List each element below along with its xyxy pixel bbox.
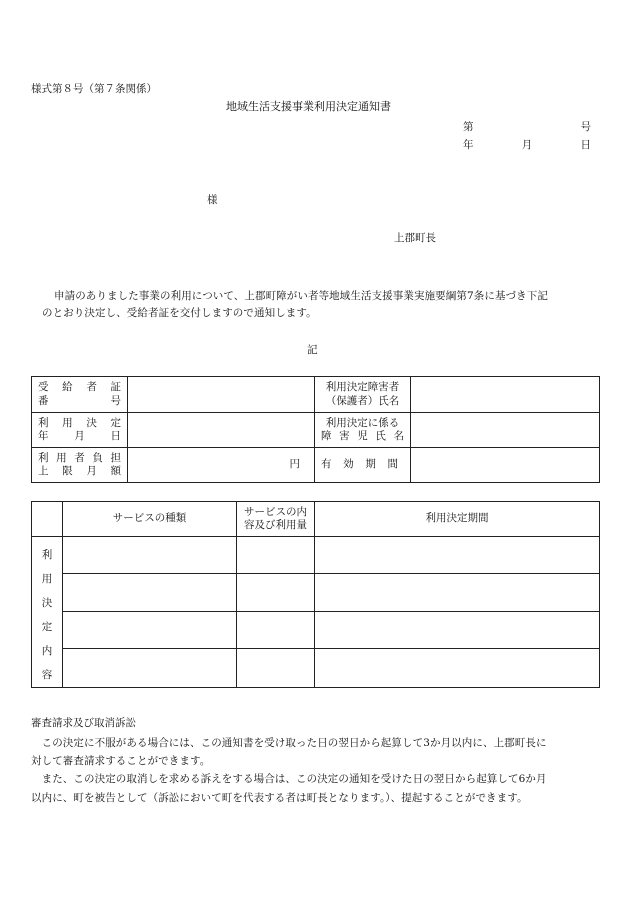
appeal-p1-line1: この決定に不服がある場合には、この通知書を受け取った日の翌日から起算して3か月以内に、上郡町長に [31,737,547,749]
date-month: 月 [521,139,533,151]
decision-period-cell-4[interactable] [315,649,600,688]
decision-period-cell-3[interactable] [315,611,600,648]
burden-limit-label: 利 用 者 負 担 上 限 月 額 [32,448,128,483]
header-blank-cell [32,502,63,537]
date-line [463,139,591,152]
decision-period-header: 利用決定期間 [315,502,600,537]
service-type-cell-4[interactable] [63,649,237,688]
valid-period-value[interactable] [411,448,600,483]
service-content-cell-1[interactable] [237,537,315,574]
service-decision-table [31,501,600,688]
burden-limit-value[interactable] [128,448,315,483]
number-line [463,121,591,134]
yen-unit: 円 [289,458,300,471]
intro-line-2: のとおり決定し、受給者証を交付しますので通知します。 [42,307,317,319]
user-name-label: 利用決定障害者 （保護者）氏名 [315,377,411,413]
decision-period-cell-1[interactable] [315,537,600,574]
intro-line-1: 申請のありました事業の利用について、上郡町障がい者等地域生活支援事業実施要綱第7条に基づき下記 [54,290,548,302]
appeal-p1-line2: 対して審査請求することができます。 [31,755,211,767]
appeal-p2-line1: また、この決定の取消しを求める訴えをする場合は、この決定の通知を受けた日の翌日から起算して6か月 [31,773,547,785]
date-year: 年 [463,139,474,151]
user-name-value[interactable] [411,377,600,413]
service-type-header: サービスの種類 [63,502,237,537]
service-content-cell-2[interactable] [237,574,315,611]
appeal-heading: 審査請求及び取消訴訟 [31,717,136,729]
service-content-cell-4[interactable] [237,649,315,688]
recipient-no-value[interactable] [128,377,315,413]
decision-period-cell-2[interactable] [315,574,600,611]
child-name-label: 利用決定に係る 障 害 児 氏 名 [315,413,411,448]
addressee-suffix: 様 [207,194,218,206]
document-title: 地域生活支援事業利用決定通知書 [226,100,391,113]
service-type-cell-3[interactable] [63,611,237,648]
number-go: 号 [580,121,591,133]
date-day: 日 [580,139,591,151]
service-content-cell-3[interactable] [237,611,315,648]
decision-content-side-label: 利 用 決 定 内 容 [32,537,63,688]
service-type-cell-1[interactable] [63,537,237,574]
service-type-cell-2[interactable] [63,574,237,611]
service-content-header: サービスの内 容及び利用量 [237,502,315,537]
number-dai: 第 [463,121,474,133]
child-name-value[interactable] [411,413,600,448]
ki-label: 記 [307,344,318,356]
recipient-no-label: 受 給 者 証 番 号 [32,377,128,413]
form-number: 様式第８号（第７条関係） [31,83,157,95]
decision-date-value[interactable] [128,413,315,448]
decision-date-label: 利 用 決 定 年 月 日 [32,413,128,448]
decision-info-table [31,376,600,483]
appeal-p2-line2: 以内に、町を被告として（訴訟において町を代表する者は町長となります。）、提起することができます。 [31,792,528,804]
valid-period-label: 有 効 期 間 [315,448,411,483]
issuer: 上郡町長 [394,232,436,244]
